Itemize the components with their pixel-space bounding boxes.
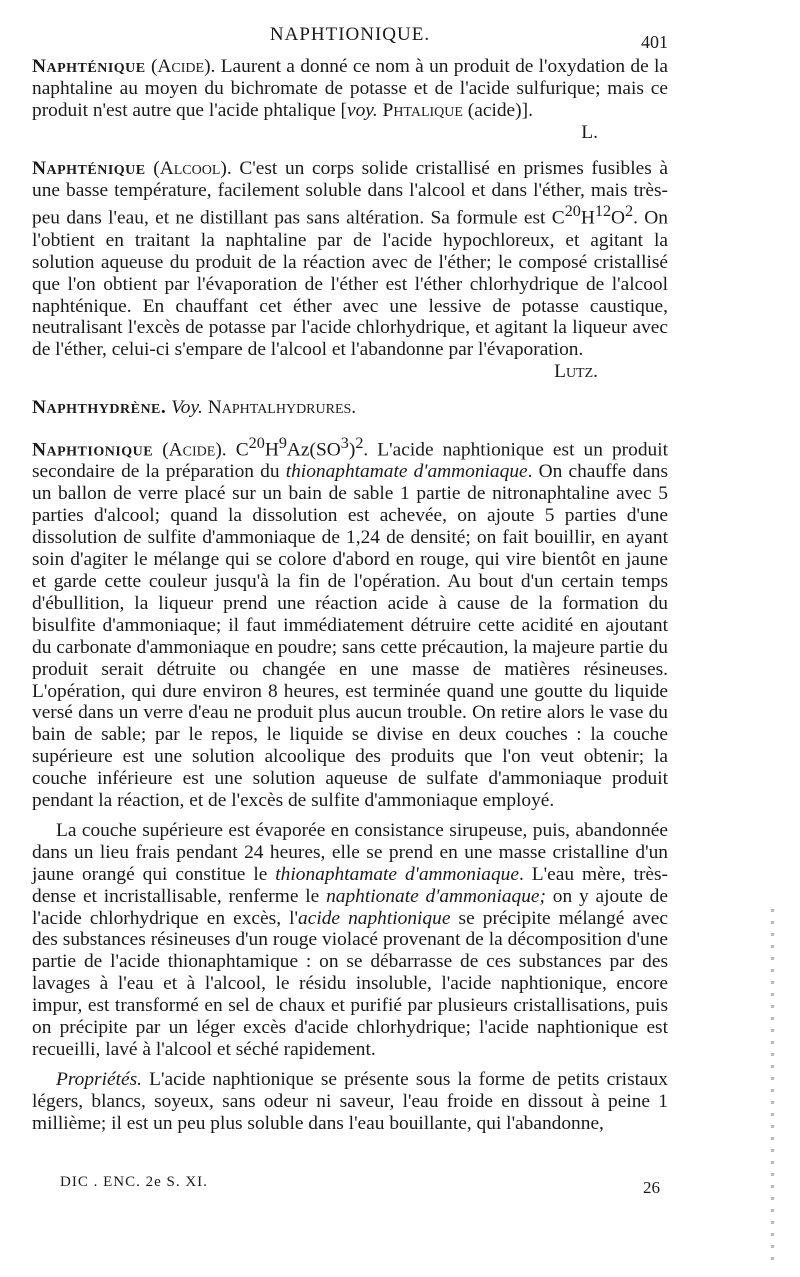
paragraph-preparation (32, 820, 668, 1061)
formula-sup: 2 (625, 203, 634, 221)
italic-term: thionaphtamate d'ammoniaque (275, 863, 519, 885)
headword: Naphténique (32, 157, 146, 179)
formula-sup: 12 (594, 203, 612, 221)
page-number: 401 (641, 32, 668, 52)
headword: Naphthydrène. (32, 397, 167, 419)
formula-part: ) (348, 439, 356, 461)
formula-part: Az(SO (286, 439, 341, 461)
scan-artifact (762, 900, 782, 1260)
page-footer (60, 1170, 740, 1200)
entry-naphtionique-acide (32, 433, 668, 812)
formula-part: C (226, 439, 249, 461)
ref-voy: Voy. (171, 397, 203, 419)
formula-sup: 9 (278, 435, 287, 453)
entry-text: se précipite mélangé avec des substances résineuses d'un rouge violacé provenant de la décomposition d'une partie de l'acide thionaphtamique : on se débarrasse de ces substances par des lavages à l'eau et à l'alcool, le résidu insoluble, l'acide naphtionique, encore impur, est transformé en sel de chaux et purifié par plusieurs cristallisations, puis on précipite par un léger excès d'acide chlorhydrique; l'acide naphtionique est recueilli, lavé à l'alcool et séché rapidement. (32, 907, 668, 1060)
running-head (32, 18, 668, 52)
gathering-number: 26 (643, 1178, 660, 1197)
qualifier: (Alcool). (153, 157, 232, 179)
qualifier: (Acide). (150, 56, 216, 77)
formula-sup: 20 (248, 435, 265, 453)
section-label: Propriétés. (56, 1068, 142, 1090)
page (32, 18, 668, 1135)
entry-text: on y ajoute de l'acide chlorhydrique en excès, l' (32, 885, 668, 929)
running-title: NAPHTIONIQUE. (269, 24, 431, 45)
entry-text: La couche supérieure est évaporée en consistance sirupeuse, puis, abandonnée dans un lieu frais pendant 24 heures, elle se prend en une masse cristalline d'un jaune orangé qui constitue le (32, 819, 668, 885)
entry-text: L'acide naphtionique se présente sous la forme de petits cristaux légers, blancs, soyeux, sans odeur ni saveur, l'eau froide en dissout à peine 1 millième; il est un peu plus soluble dans l'eau bouillante, qui l'abandonne, (32, 1068, 668, 1134)
entry-text: Laurent a donné ce nom à un produit de l'oxydation de la naphtaline au moyen du bichromate de potasse et de l'acide sulfurique; mais ce produit n'est autre que l'acide phtalique [ (32, 56, 669, 121)
entry-naphthydrene (32, 397, 668, 419)
italic-term: thionaphtamate d'ammoniaque (285, 461, 528, 483)
formula-sup: 3 (340, 435, 349, 453)
cross-reference: Phtalique (382, 99, 463, 121)
signature-mark: DIC . ENC. 2e S. XI. (60, 1174, 208, 1190)
author-signature: Lutz. (554, 361, 598, 383)
headword: Naphténique (32, 56, 146, 77)
formula-part: O (611, 207, 626, 229)
entry-text: C'est un corps solide cristallisé en prismes fusibles à une basse température, facilement soluble dans l'alcool et dans l'éther, mais très-peu dans l'eau, et ne distillant pas sans altération. Sa formule est C (32, 157, 668, 229)
entry-text: . On l'obtient en traitant la naphtaline par de l'acide hypochloreux, et agitant la solution aqueuse du produit de la réaction avec de l'éther; le composé cristallisé que l'on obtient par l'évaporation de l'éther est l'éther chlorhydrique de l'alcool naphténique. En chauffant cet éther avec une lessive de potasse caustique, neutralisant l'excès de potasse par l'acide chlorhydrique, et agitant la liqueur avec de l'éther, celui-ci s'empare de l'alcool et l'abandonne par l'évaporation. (32, 207, 668, 361)
formula-part: H (264, 439, 279, 461)
formula-sup: 2 (355, 435, 364, 453)
italic-term: acide naphtionique (298, 907, 451, 929)
paragraph-proprietes (32, 1069, 668, 1135)
formula-sup: 20 (564, 203, 581, 221)
entry-text: . L'eau mère, très-dense et incristallisable, renferme le (32, 863, 669, 907)
cross-reference: Naphtalhydrures. (207, 397, 357, 419)
qualifier: (Acide). (162, 439, 227, 461)
ref-voy: voy. (346, 99, 378, 121)
entry-naphtenique-acide (32, 56, 668, 144)
entry-naphtenique-alcool (32, 158, 668, 384)
entry-text: . On chauffe dans un ballon de verre placé sur un bain de sable 1 partie de nitronaphtaline avec 5 parties d'alcool; quand la dissolution est achevée, on ajoute 5 parties d'une dissolution de sulfite d'ammoniaque de 1,24 de densité; on fait bouillir, en ayant soin d'agiter le mélange qui se colore d'abord en rouge, qui vire bientôt en jaune et garde cette couleur jusqu'à la fin de l'opération. Au bout d'un certain temps d'ébullition, la liqueur prend une réaction acide à cause de la formation du bisulfite d'ammoniaque; il faut immédiatement détruire cette acidité en ajoutant du carbonate d'ammoniaque en poudre; sans cette précaution, la majeure partie du produit serait détruite ou changée en une masse de matières résineuses. L'opération, qui dure environ 8 heures, est terminée quand une goutte du liquide versé dans un verre d'eau ne produit plus aucun trouble. On retire alors le vase du bain de sable; par le repos, le liquide se divise en deux couches : la couche supérieure est une solution alcoolique des produits que l'on veut obtenir; la couche inférieure est une solution aqueuse de sulfate d'ammoniaque produit pendant la réaction, et de l'excès de sulfite d'ammoniaque employé. (32, 461, 668, 812)
ref-tail: (acide)]. (462, 99, 533, 121)
author-signature: L. (581, 121, 598, 143)
entry-text: . L'acide naphtionique est un produit secondaire de la préparation du (32, 439, 668, 483)
headword: Naphtionique (32, 439, 154, 461)
italic-term: naphtionate d'ammoniaque; (326, 885, 546, 907)
formula-part: H (580, 207, 595, 229)
